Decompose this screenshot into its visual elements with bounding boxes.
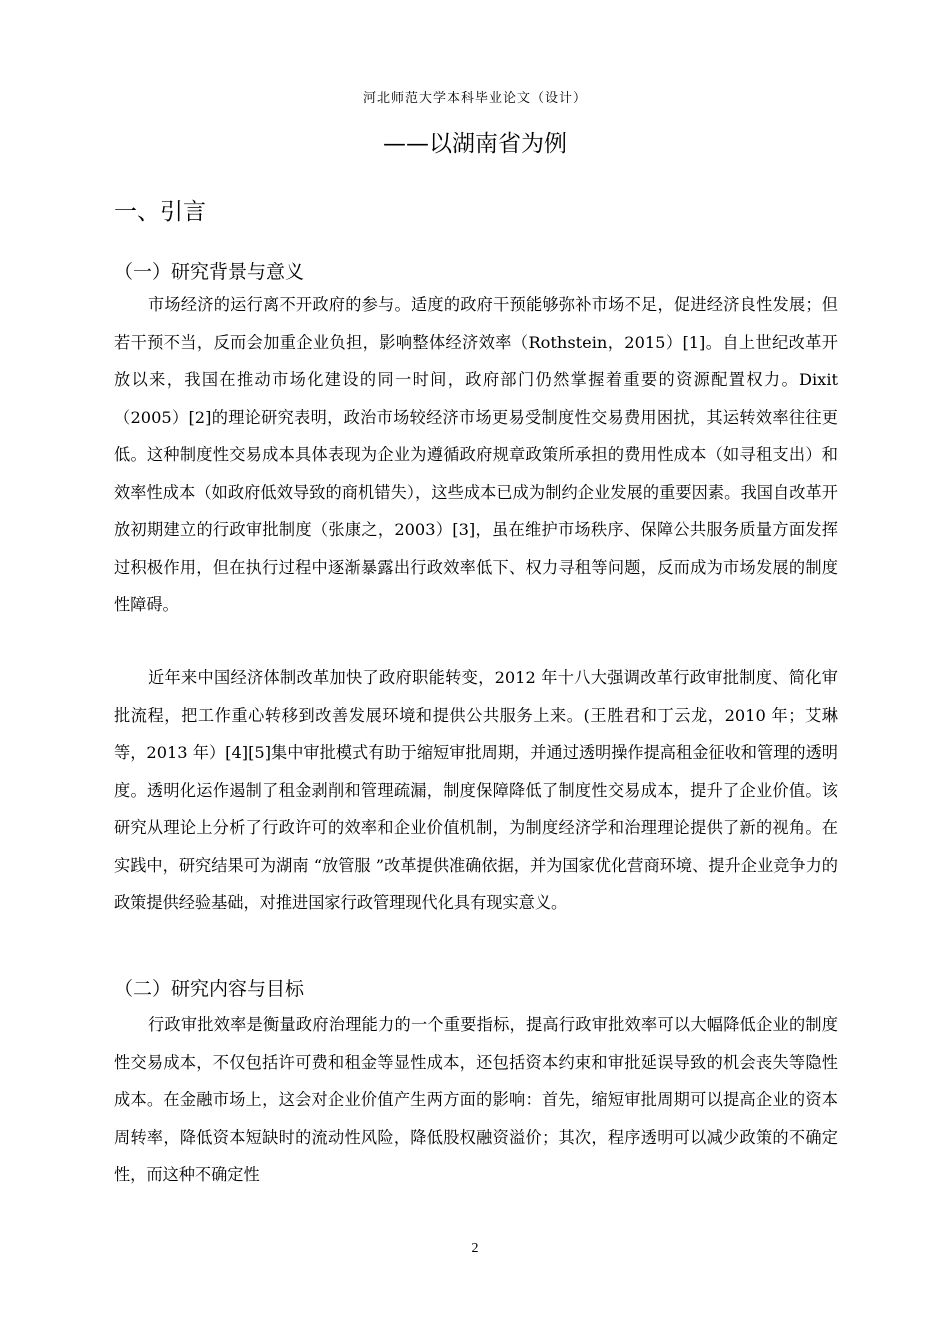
section-heading-introduction: 一、引言 [114,199,206,225]
subsection-heading-background: （一）研究背景与意义 [114,261,305,283]
paragraph-reform: 近年来中国经济体制改革加快了政府职能转变，2012 年十八大强调改革行政审批制度、简化审批流程，把工作重心转移到改善发展环境和提供公共服务上来。(王胜君和丁云龙，2010 年；艾琳等，2013 年）[4][5]集中审批模式有助于缩短审批周期，并通过透明操作提高租金征收和管理的透明度。透明化运作遏制了租金剥削和管理疏漏，制度保障降低了制度性交易成本，提升了企业价值。该研究从理论上分析了行政许可的效率和企业价值机制，为制度经济学和治理理论提供了新的视角。在实践中，研究结果可为湖南 “放管服 ”改革提供准确依据，并为国家优化营商环境、提升企业竞争力的政策提供经验基础，对推进国家行政管理现代化具有现实意义。 [114,668,838,912]
thesis-subtitle: ——以湖南省为例 [383,131,567,157]
paragraph-approval-efficiency: 行政审批效率是衡量政府治理能力的一个重要指标，提高行政审批效率可以大幅降低企业的制度性交易成本，不仅包括许可费和租金等显性成本，还包括资本约束和审批延误导致的机会丧失等隐性成本。在金融市场上，这会对企业价值产生两方面的影响：首先，缩短审批周期可以提高企业的资本周转率，降低资本短缺时的流动性风险，降低股权融资溢价；其次，程序透明可以减少政策的不确定性，而这种不确定性 [114,1015,838,1184]
subsection-heading-content-goals: （二）研究内容与目标 [114,978,305,1000]
running-header: 河北师范大学本科毕业论文（设计） [362,91,587,106]
paragraph-background: 市场经济的运行离不开政府的参与。适度的政府干预能够弥补市场不足，促进经济良性发展；但若干预不当，反而会加重企业负担，影响整体经济效率（Rothstein，2015）[1]。自上世纪改革开放以来，我国在推动市场化建设的同一时间，政府部门仍然掌握着重要的资源配置权力。Dixit（2005）[2]的理论研究表明，政治市场较经济市场更易受制度性交易费用困扰，其运转效率往往更低。这种制度性交易成本具体表现为企业为遵循政府规章政策所承担的费用性成本（如寻租支出）和效率性成本（如政府低效导致的商机错失），这些成本已成为制约企业发展的重要因素。我国自改革开放初期建立的行政审批制度（张康之，2003）[3]，虽在维护市场秩序、保障公共服务质量方面发挥过积极作用，但在执行过程中逐渐暴露出行政效率低下、权力寻租等问题，反而成为市场发展的制度性障碍。 [114,295,838,614]
page-number: 2 [471,1241,479,1256]
